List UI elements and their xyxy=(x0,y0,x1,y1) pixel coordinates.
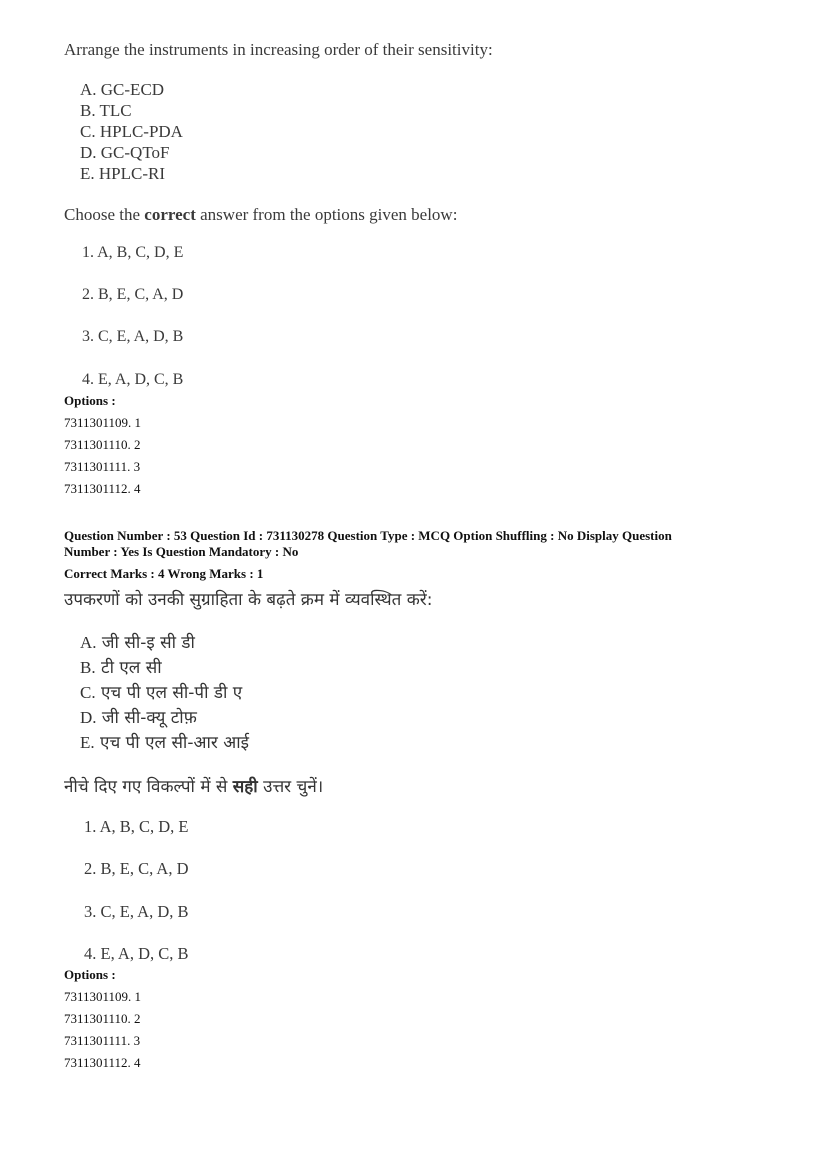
option-id-3-b: 7311301111. 3 xyxy=(64,1033,141,1048)
statement-a-hindi xyxy=(80,630,195,656)
statement-text: एच पी एल सी-पी डी ए xyxy=(95,683,243,703)
statement-letter: E. xyxy=(80,733,95,752)
statement-letter: C. xyxy=(80,683,96,702)
choice-3: 3. C, E, A, D, B xyxy=(82,328,184,345)
statement-text: जी सी-इ सी डी xyxy=(96,633,195,653)
instruction-text xyxy=(64,205,457,225)
option-id-1: 7311301109. 1 xyxy=(64,415,142,430)
statement-b: B. TLC xyxy=(80,101,132,120)
marks-info: Correct Marks : 4 Wrong Marks : 1 xyxy=(64,566,264,581)
options-label-b: Options : xyxy=(64,967,116,982)
statement-text: जी सी-क्यू टोफ़ xyxy=(96,708,197,728)
question-text-hindi: उपकरणों को उनकी सुग्राहिता के बढ़ते क्रम में व्यवस्थित करें: xyxy=(64,590,433,610)
question-text: Arrange the instruments in increasing order of their sensitivity: xyxy=(64,40,493,59)
instruction-post: answer from the options given below: xyxy=(195,205,458,224)
option-id-2: 7311301110. 2 xyxy=(64,437,141,452)
choice-1-b: 1. A, B, C, D, E xyxy=(84,817,189,836)
instruction-pre: Choose the xyxy=(64,205,145,224)
choice-3-b: 3. C, E, A, D, B xyxy=(84,902,189,921)
option-id-4-b: 7311301112. 4 xyxy=(64,1055,141,1070)
statement-letter: D. xyxy=(80,708,97,727)
choice-4-b: 4. E, A, D, C, B xyxy=(84,944,189,963)
statement-a: A. GC-ECD xyxy=(80,80,165,99)
choice-4: 4. E, A, D, C, B xyxy=(82,371,184,388)
instruction-pre: नीचे दिए गए विकल्पों में से xyxy=(64,777,233,797)
option-id-3: 7311301111. 3 xyxy=(64,459,141,474)
option-id-4: 7311301112. 4 xyxy=(64,481,141,496)
option-id-2-b: 7311301110. 2 xyxy=(64,1011,141,1026)
statement-d-hindi xyxy=(80,705,197,731)
question-meta-line-1: Question Number : 53 Question Id : 731130278 Question Type : MCQ Option Shuffling : No Display Question xyxy=(64,528,672,543)
statement-c-hindi xyxy=(80,680,242,706)
instruction-post: उत्तर चुनें। xyxy=(257,777,324,797)
choice-2: 2. B, E, C, A, D xyxy=(82,286,184,303)
statement-letter: B. xyxy=(80,658,96,677)
instruction-text-hindi xyxy=(64,774,323,797)
option-id-1-b: 7311301109. 1 xyxy=(64,989,142,1004)
statement-text: टी एल सी xyxy=(95,658,162,678)
statement-e: E. HPLC-RI xyxy=(80,164,165,183)
statement-b-hindi xyxy=(80,655,162,681)
statement-letter: A. xyxy=(80,633,97,652)
instruction-bold: सही xyxy=(232,777,258,797)
statement-d: D. GC-QToF xyxy=(80,143,170,162)
question-meta-line-2: Number : Yes Is Question Mandatory : No xyxy=(64,544,299,559)
statement-c: C. HPLC-PDA xyxy=(80,122,183,141)
statement-e-hindi xyxy=(80,730,249,756)
choice-1: 1. A, B, C, D, E xyxy=(82,244,184,261)
options-label: Options : xyxy=(64,393,116,408)
statement-text: एच पी एल सी-आर आई xyxy=(94,733,249,753)
instruction-bold: correct xyxy=(144,205,196,224)
choice-2-b: 2. B, E, C, A, D xyxy=(84,859,189,878)
question-meta xyxy=(64,528,764,560)
